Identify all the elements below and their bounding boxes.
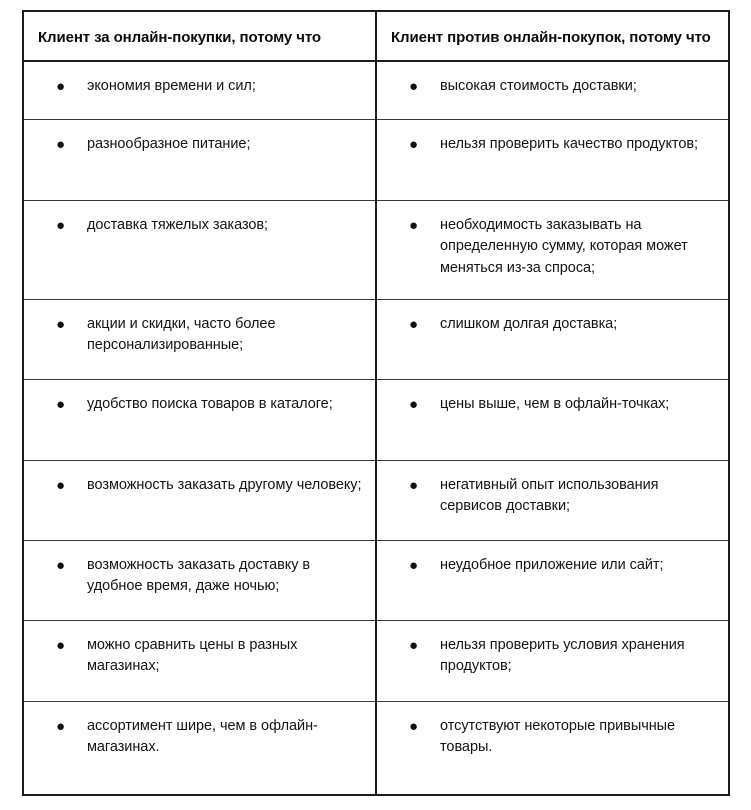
- table-header: [23, 11, 729, 61]
- column-header-pro: [23, 11, 376, 61]
- list-item-text: негативный опыт использования сервисов доставки;: [440, 476, 659, 515]
- list-item-text: разнообразное питание;: [87, 135, 251, 152]
- cell-pro-3: [23, 299, 376, 379]
- cell-pro-6: [23, 540, 376, 620]
- list-item: [24, 120, 375, 155]
- cell-con-4: [376, 379, 729, 460]
- list-item-text: ассортимент шире, чем в офлайн-магазинах.: [87, 717, 318, 756]
- list-item-text: акции и скидки, часто более персонализированные;: [87, 315, 276, 354]
- table-row: [23, 200, 729, 299]
- bullet-icon: ●: [408, 717, 418, 735]
- table-row: [23, 620, 729, 701]
- column-header-con: [376, 11, 729, 61]
- list-item-text: доставка тяжелых заказов;: [87, 216, 269, 233]
- table-body: [23, 61, 729, 795]
- list-item: [24, 702, 375, 759]
- bullet-icon: ●: [55, 135, 65, 153]
- list-item: [24, 300, 375, 357]
- list-item: [377, 62, 728, 97]
- bullet-icon: ●: [55, 636, 65, 654]
- cell-con-2: [376, 200, 729, 299]
- list-item-text: удобство поиска товаров в каталоге;: [87, 395, 333, 412]
- cell-con-8: [376, 701, 729, 795]
- list-item: [24, 201, 375, 236]
- bullet-icon: ●: [55, 476, 65, 494]
- bullet-icon: ●: [408, 395, 418, 413]
- bullet-icon: ●: [55, 216, 65, 234]
- bullet-icon: ●: [408, 77, 418, 95]
- list-item-text: неудобное приложение или сайт;: [440, 556, 664, 573]
- list-item: [377, 380, 728, 415]
- list-item: [377, 621, 728, 678]
- list-item: [377, 461, 728, 518]
- cell-pro-1: [23, 119, 376, 200]
- bullet-icon: ●: [55, 717, 65, 735]
- table-row: [23, 61, 729, 120]
- cell-con-5: [376, 460, 729, 540]
- table-row: [23, 379, 729, 460]
- list-item: [377, 120, 728, 155]
- list-item-text: отсутствуют некоторые привычные товары.: [440, 717, 676, 756]
- table-row: [23, 540, 729, 620]
- cell-pro-0: [23, 61, 376, 120]
- list-item: [24, 62, 375, 97]
- cell-con-3: [376, 299, 729, 379]
- cell-con-7: [376, 620, 729, 701]
- bullet-icon: ●: [408, 476, 418, 494]
- cell-con-0: [376, 61, 729, 120]
- column-header-pro-label: Клиент за онлайн-покупки, потому что: [38, 29, 321, 46]
- bullet-icon: ●: [408, 636, 418, 654]
- list-item: [377, 702, 728, 759]
- list-item: [24, 621, 375, 678]
- cell-pro-5: [23, 460, 376, 540]
- list-item-text: слишком долгая доставка;: [440, 315, 618, 332]
- bullet-icon: ●: [408, 315, 418, 333]
- cell-pro-7: [23, 620, 376, 701]
- list-item: [24, 380, 375, 415]
- table-row: [23, 119, 729, 200]
- list-item: [24, 541, 375, 598]
- list-item: [377, 541, 728, 576]
- cell-pro-2: [23, 200, 376, 299]
- bullet-icon: ●: [408, 556, 418, 574]
- list-item-text: цены выше, чем в офлайн-точках;: [440, 395, 670, 412]
- bullet-icon: ●: [55, 395, 65, 413]
- list-item-text: нельзя проверить условия хранения продуктов;: [440, 636, 685, 675]
- cell-pro-8: [23, 701, 376, 795]
- bullet-icon: ●: [408, 135, 418, 153]
- cell-con-6: [376, 540, 729, 620]
- list-item-text: возможность заказать доставку в удобное время, даже ночью;: [87, 556, 311, 595]
- column-header-con-label: Клиент против онлайн-покупок, потому что: [391, 29, 711, 46]
- list-item: [24, 461, 375, 496]
- table-row: [23, 299, 729, 379]
- comparison-table: [22, 10, 730, 796]
- list-item-text: необходимость заказывать на определенную сумму, которая может меняться из-за спроса;: [440, 216, 688, 276]
- bullet-icon: ●: [408, 216, 418, 234]
- bullet-icon: ●: [55, 315, 65, 333]
- list-item: [377, 300, 728, 335]
- cell-pro-4: [23, 379, 376, 460]
- list-item-text: высокая стоимость доставки;: [440, 77, 637, 94]
- header-row: [23, 11, 729, 61]
- list-item-text: можно сравнить цены в разных магазинах;: [87, 636, 298, 675]
- list-item-text: возможность заказать другому человеку;: [87, 476, 362, 493]
- list-item-text: экономия времени и сил;: [87, 77, 256, 94]
- list-item-text: нельзя проверить качество продуктов;: [440, 135, 699, 152]
- list-item: [377, 201, 728, 279]
- cell-con-1: [376, 119, 729, 200]
- bullet-icon: ●: [55, 556, 65, 574]
- table-row: [23, 460, 729, 540]
- table-row: [23, 701, 729, 795]
- bullet-icon: ●: [55, 77, 65, 95]
